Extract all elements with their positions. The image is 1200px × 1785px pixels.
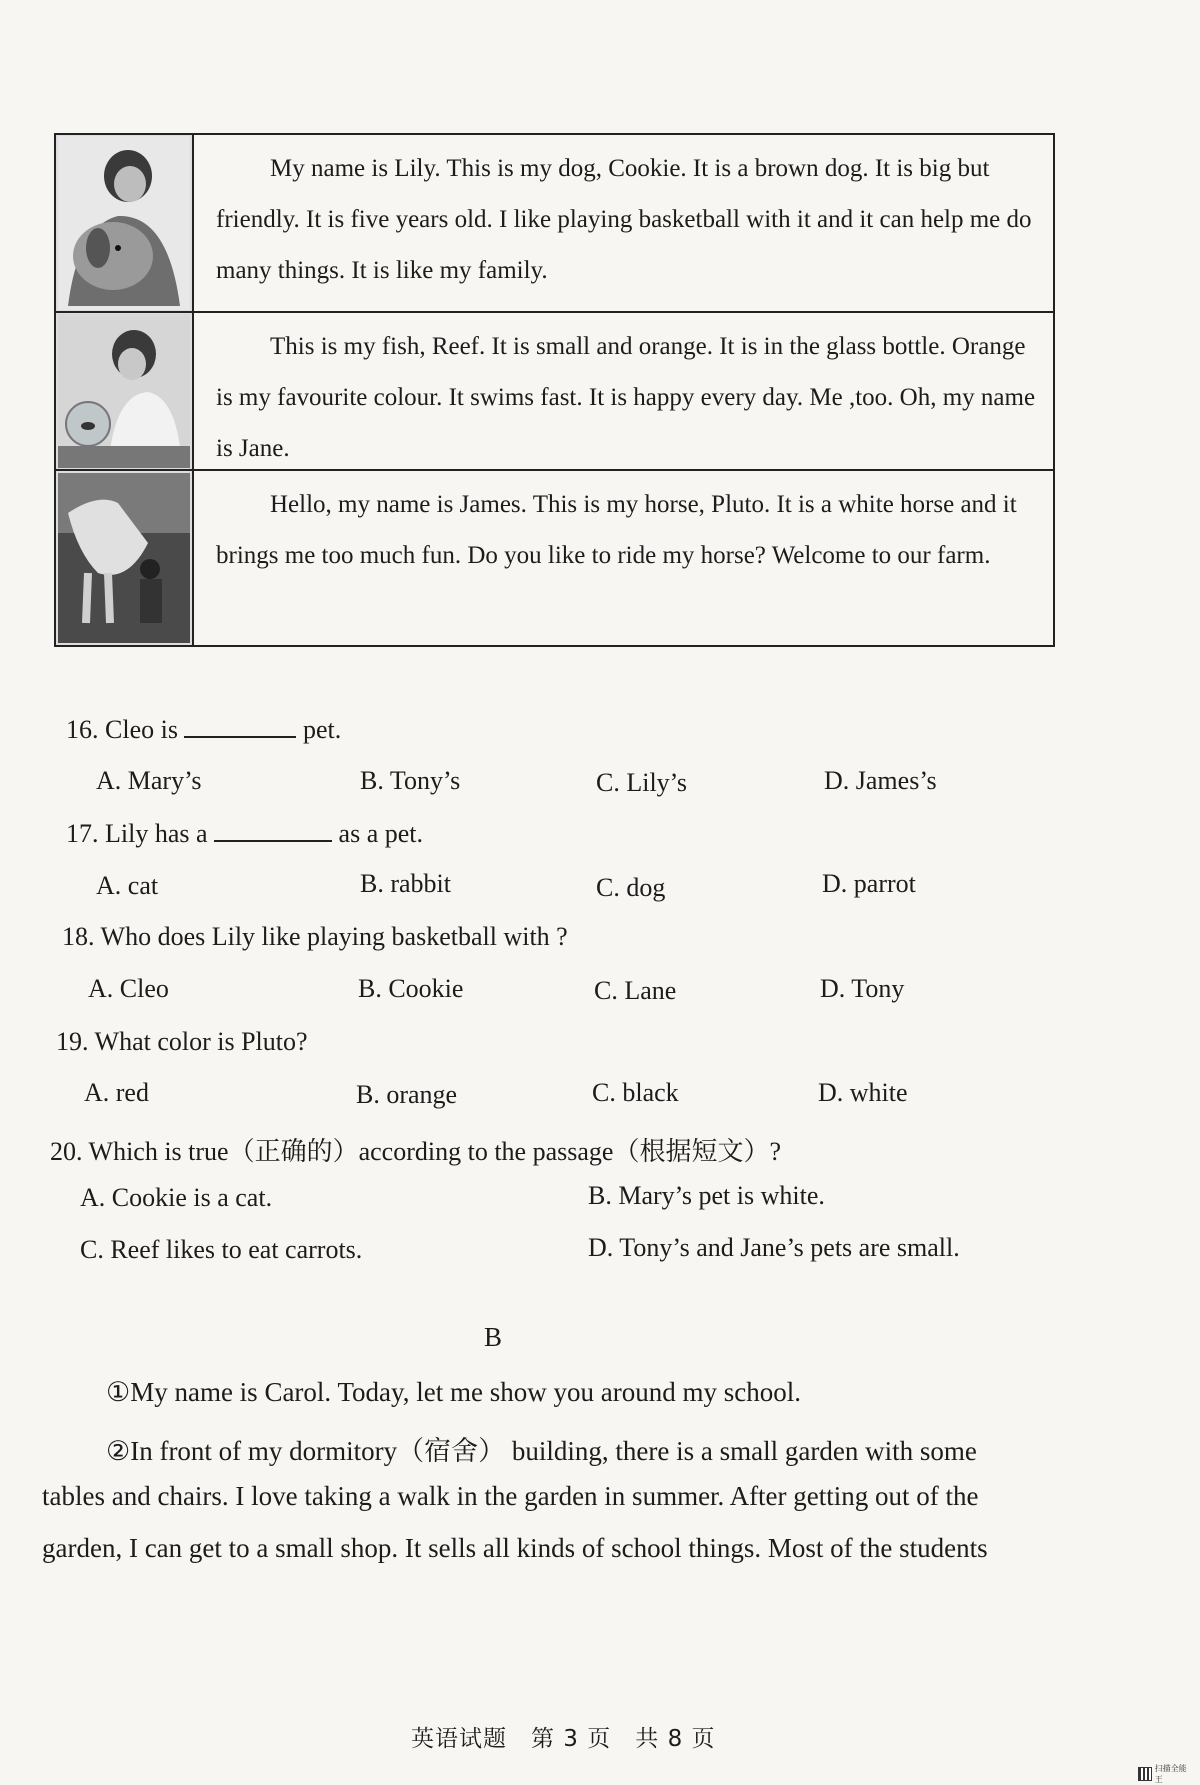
section-b-heading: B: [484, 1322, 503, 1352]
girl-with-dog-photo: [56, 135, 194, 311]
passage-text: This is my fish, Reef. It is small and orange. It is in the glass bottle. Orange is my favourite colour. It swims fast. It is happy every day. Me ,too. Oh, my name is Jane.: [216, 333, 1036, 462]
question-stem: 16. Cleo is: [66, 715, 178, 744]
passage-row: [56, 313, 1053, 471]
option-d[interactable]: D. Tony’s and Jane’s pets are small.: [588, 1233, 960, 1262]
passage-text: Hello, my name is James. This is my horse, Pluto. It is a white horse and it brings me too much fun. Do you like to ride my horse? Welcome to our farm.: [216, 491, 1017, 569]
option-c[interactable]: C. black: [592, 1078, 679, 1107]
option-b[interactable]: B. Tony’s: [360, 766, 461, 795]
question-18: 18. Who does Lily like playing basketball with ?: [62, 922, 568, 951]
option-d[interactable]: D. white: [818, 1078, 908, 1107]
option-d[interactable]: D. James’s: [824, 766, 937, 795]
option-a[interactable]: A. cat: [96, 871, 159, 900]
passage-row: [56, 135, 1053, 313]
option-a[interactable]: A. Cookie is a cat.: [80, 1183, 273, 1212]
question-stem-end: pet.: [302, 715, 342, 744]
option-a[interactable]: A. Cleo: [88, 974, 169, 1003]
question-16: [66, 714, 341, 745]
question-19: 19. What color is Pluto?: [56, 1027, 308, 1056]
answer-blank[interactable]: [214, 818, 332, 842]
option-c[interactable]: C. dog: [596, 873, 666, 902]
option-b[interactable]: B. rabbit: [360, 869, 451, 898]
passage-text: My name is Lily. This is my dog, Cookie. It is a brown dog. It is big but friendly. It is five years old. I like playing basketball with it and it can help me do many things. It is like my family.: [216, 155, 1032, 284]
watermark-text: 扫描全能王: [1154, 1764, 1187, 1784]
option-b[interactable]: B. orange: [356, 1080, 458, 1109]
option-d[interactable]: D. parrot: [822, 869, 916, 898]
question-20: 20. Which is true（正确的）according to the passage（根据短文）?: [50, 1137, 781, 1166]
qr-code-icon: [1138, 1767, 1152, 1781]
paragraph-line: tables and chairs. I love taking a walk in the garden in summer. After getting out of the: [42, 1481, 979, 1511]
question-stem: 17. Lily has a: [66, 819, 208, 848]
paragraph-line: ②In front of my dormitory（宿舍） building, there is a small garden with some: [106, 1436, 977, 1466]
boy-with-horse-photo: [56, 471, 194, 645]
option-c[interactable]: C. Lane: [594, 976, 677, 1005]
answer-blank[interactable]: [184, 714, 296, 738]
option-b[interactable]: B. Mary’s pet is white.: [588, 1181, 825, 1210]
paragraph-line: garden, I can get to a small shop. It sells all kinds of school things. Most of the students: [42, 1533, 988, 1563]
question-stem-end: as a pet.: [338, 819, 423, 848]
girl-with-fish-bowl-photo: [56, 313, 194, 469]
option-b[interactable]: B. Cookie: [358, 974, 464, 1003]
option-c[interactable]: C. Lily’s: [596, 768, 688, 797]
option-a[interactable]: A. red: [84, 1078, 149, 1107]
option-d[interactable]: D. Tony: [820, 974, 905, 1003]
scanner-watermark: [1138, 1764, 1194, 1784]
option-c[interactable]: C. Reef likes to eat carrots.: [80, 1235, 363, 1264]
reading-passages-table: [54, 133, 1055, 647]
page-footer: 英语试题 第 3 页 共 8 页: [411, 1726, 716, 1752]
passage-row: [56, 471, 1053, 645]
question-17: [66, 818, 423, 849]
paragraph-line: ①My name is Carol. Today, let me show you around my school.: [106, 1377, 801, 1407]
option-a[interactable]: A. Mary’s: [96, 766, 202, 795]
